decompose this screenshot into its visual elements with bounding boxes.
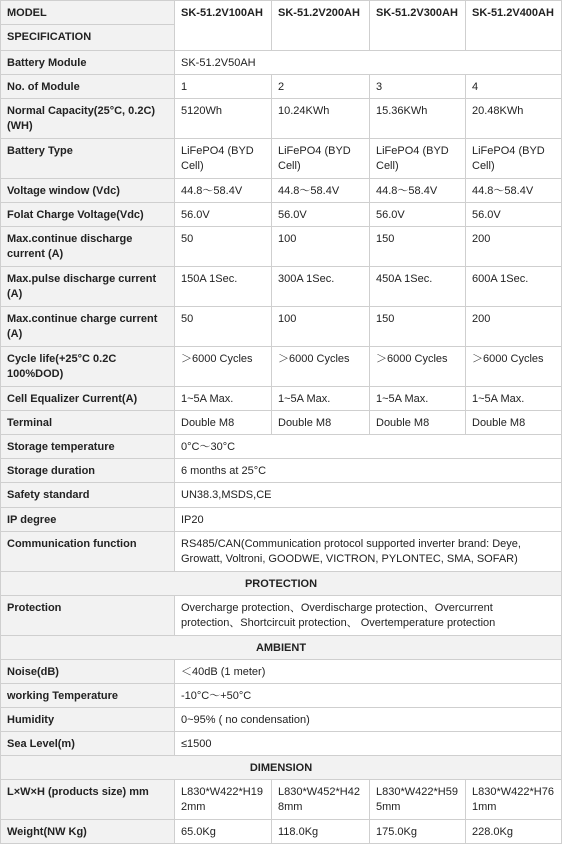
cell-value: 100: [272, 227, 370, 267]
cell-value: ＞6000 Cycles: [370, 347, 466, 387]
cell-value: LiFePO4 (BYD Cell): [175, 139, 272, 179]
section-title: DIMENSION: [1, 756, 562, 780]
model-name: SK-51.2V400AH: [466, 1, 562, 51]
row-value: 6 months at 25°C: [175, 459, 562, 483]
row-label: Protection: [1, 596, 175, 636]
cell-value: 3: [370, 75, 466, 99]
table-row: [1, 179, 562, 203]
cell-value: 50: [175, 227, 272, 267]
model-name: SK-51.2V100AH: [175, 1, 272, 51]
cell-value: 56.0V: [175, 203, 272, 227]
row-label: Max.pulse discharge current (A): [1, 267, 175, 307]
cell-value: 200: [466, 307, 562, 347]
cell-value: 1~5A Max.: [272, 387, 370, 411]
section-title: PROTECTION: [1, 572, 562, 596]
row-value: ＜40dB (1 meter): [175, 660, 562, 684]
cell-value: 44.8～58.4V: [466, 179, 562, 203]
cell-value: 100: [272, 307, 370, 347]
cell-value: 1: [175, 75, 272, 99]
cell-value: 56.0V: [466, 203, 562, 227]
row-value: 0°C～30°C: [175, 435, 562, 459]
row-label: Terminal: [1, 411, 175, 435]
table-row: [1, 459, 562, 483]
cell-value: ＞6000 Cycles: [466, 347, 562, 387]
cell-value: 150: [370, 307, 466, 347]
table-row: [1, 411, 562, 435]
table-row: [1, 99, 562, 139]
cell-value: 228.0Kg: [466, 820, 562, 844]
table-row: [1, 387, 562, 411]
cell-value: 4: [466, 75, 562, 99]
row-value: SK-51.2V50AH: [175, 51, 562, 75]
cell-value: LiFePO4 (BYD Cell): [370, 139, 466, 179]
cell-value: 65.0Kg: [175, 820, 272, 844]
table-row: [1, 139, 562, 179]
row-value: IP20: [175, 508, 562, 532]
row-label: No. of Module: [1, 75, 175, 99]
model-label: MODEL: [1, 1, 175, 25]
cell-value: ＞6000 Cycles: [175, 347, 272, 387]
specification-label: SPECIFICATION: [1, 25, 175, 51]
table-row: [1, 820, 562, 844]
table-row: [1, 732, 562, 756]
cell-value: Double M8: [370, 411, 466, 435]
table-row: [1, 708, 562, 732]
row-label: Cycle life(+25°C 0.2C 100%DOD): [1, 347, 175, 387]
cell-value: 44.8～58.4V: [370, 179, 466, 203]
row-label: Normal Capacity(25°C, 0.2C)(WH): [1, 99, 175, 139]
cell-value: 150: [370, 227, 466, 267]
cell-value: 56.0V: [370, 203, 466, 227]
model-row: [1, 1, 562, 25]
row-label: Battery Module: [1, 51, 175, 75]
row-label: Sea Level(m): [1, 732, 175, 756]
cell-value: 44.8～58.4V: [272, 179, 370, 203]
row-label: IP degree: [1, 508, 175, 532]
row-label: Max.continue charge current (A): [1, 307, 175, 347]
table-row: [1, 307, 562, 347]
cell-value: 200: [466, 227, 562, 267]
table-row: [1, 780, 562, 820]
cell-value: 44.8～58.4V: [175, 179, 272, 203]
cell-value: L830*W422*H192mm: [175, 780, 272, 820]
cell-value: 1~5A Max.: [370, 387, 466, 411]
table-row: [1, 347, 562, 387]
cell-value: 600A 1Sec.: [466, 267, 562, 307]
cell-value: 1~5A Max.: [466, 387, 562, 411]
cell-value: LiFePO4 (BYD Cell): [466, 139, 562, 179]
cell-value: LiFePO4 (BYD Cell): [272, 139, 370, 179]
row-label: Storage duration: [1, 459, 175, 483]
row-label: Cell Equalizer Current(A): [1, 387, 175, 411]
row-label: Max.continue discharge current (A): [1, 227, 175, 267]
cell-value: 50: [175, 307, 272, 347]
table-row: [1, 435, 562, 459]
cell-value: 150A 1Sec.: [175, 267, 272, 307]
table-row: [1, 203, 562, 227]
table-row: [1, 51, 562, 75]
row-value: RS485/CAN(Communication protocol supported inverter brand: Deye, Growatt, Voltroni, GOODWE, VICTRON, PYLONTEC, SMA, SOFAR): [175, 532, 562, 572]
row-value: Overcharge protection、Overdischarge protection、Overcurrent protection、Shortcircuit protection、 Overtemperature protection: [175, 596, 562, 636]
row-label: Noise(dB): [1, 660, 175, 684]
cell-value: 1~5A Max.: [175, 387, 272, 411]
cell-value: L830*W422*H595mm: [370, 780, 466, 820]
row-label: Battery Type: [1, 139, 175, 179]
row-label: working Temperature: [1, 684, 175, 708]
cell-value: 5120Wh: [175, 99, 272, 139]
table-row: [1, 660, 562, 684]
row-label: Safety standard: [1, 483, 175, 508]
cell-value: 300A 1Sec.: [272, 267, 370, 307]
cell-value: 2: [272, 75, 370, 99]
row-label: Weight(NW Kg): [1, 820, 175, 844]
row-label: Humidity: [1, 708, 175, 732]
row-value: -10°C～+50°C: [175, 684, 562, 708]
table-row: [1, 684, 562, 708]
section-header-protection: [1, 572, 562, 596]
row-value: 0~95% ( no condensation): [175, 708, 562, 732]
cell-value: L830*W452*H428mm: [272, 780, 370, 820]
row-label: Voltage window (Vdc): [1, 179, 175, 203]
table-row: [1, 267, 562, 307]
row-label: L×W×H (products size) mm: [1, 780, 175, 820]
cell-value: 20.48KWh: [466, 99, 562, 139]
row-label: Communication function: [1, 532, 175, 572]
cell-value: 450A 1Sec.: [370, 267, 466, 307]
model-name: SK-51.2V200AH: [272, 1, 370, 51]
model-name: SK-51.2V300AH: [370, 1, 466, 51]
section-title: AMBIENT: [1, 636, 562, 660]
row-label: Folat Charge Voltage(Vdc): [1, 203, 175, 227]
cell-value: Double M8: [466, 411, 562, 435]
row-value: UN38.3,MSDS,CE: [175, 483, 562, 508]
cell-value: Double M8: [272, 411, 370, 435]
cell-value: 175.0Kg: [370, 820, 466, 844]
section-header-ambient: [1, 636, 562, 660]
row-value: ≤1500: [175, 732, 562, 756]
table-row: [1, 483, 562, 508]
cell-value: 10.24KWh: [272, 99, 370, 139]
table-row: [1, 227, 562, 267]
cell-value: ＞6000 Cycles: [272, 347, 370, 387]
row-label: Storage temperature: [1, 435, 175, 459]
table-row: [1, 596, 562, 636]
table-row: [1, 508, 562, 532]
cell-value: L830*W422*H761mm: [466, 780, 562, 820]
cell-value: 15.36KWh: [370, 99, 466, 139]
section-header-dimension: [1, 756, 562, 780]
cell-value: 56.0V: [272, 203, 370, 227]
table-row: [1, 532, 562, 572]
cell-value: Double M8: [175, 411, 272, 435]
table-row: [1, 75, 562, 99]
cell-value: 118.0Kg: [272, 820, 370, 844]
